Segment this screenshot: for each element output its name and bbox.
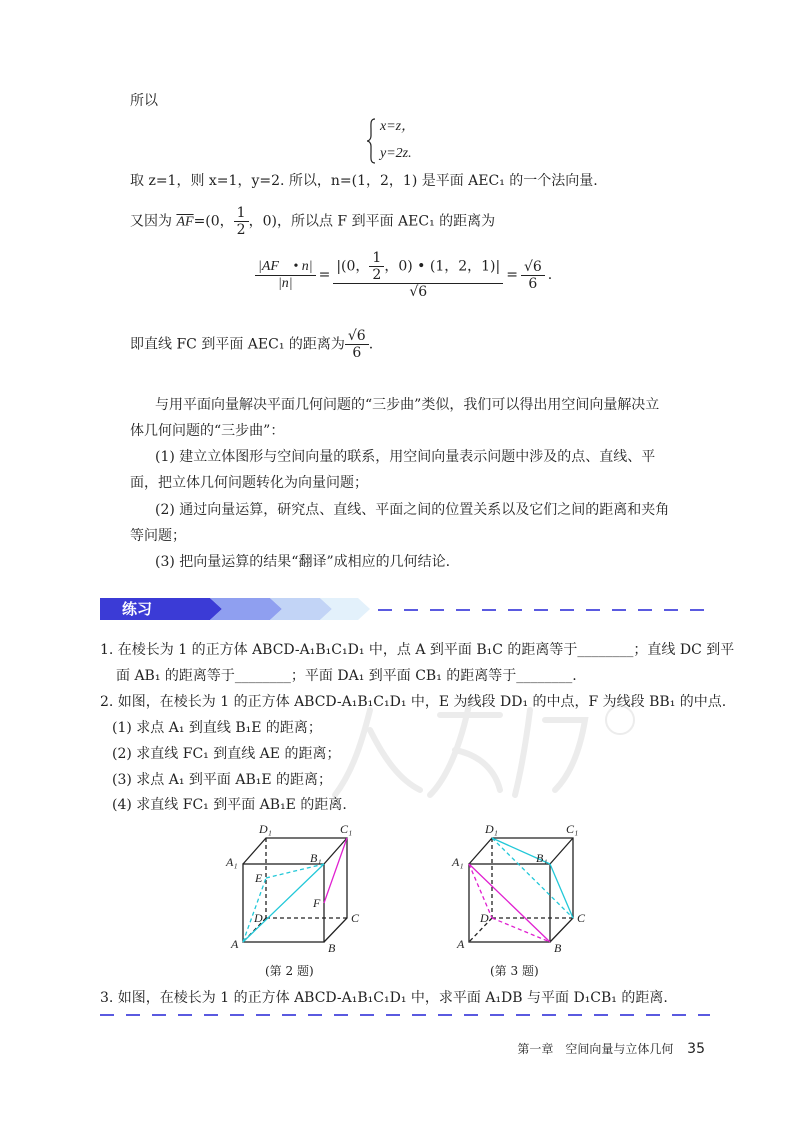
equals: = <box>506 267 518 283</box>
numerator: |AF⃗ • n| <box>255 259 316 276</box>
paragraph-line: (1) 建立立体图形与空间向量的联系，用空间向量表示问题中涉及的点、直线、平 <box>155 449 656 465</box>
denominator: 2 <box>372 267 382 283</box>
label-d1: D₁ <box>259 822 272 836</box>
label-a: A <box>457 937 465 951</box>
label-c: C <box>351 911 360 925</box>
equals: = <box>318 267 331 283</box>
text: =(0， <box>193 213 234 230</box>
label-b: B <box>328 941 336 955</box>
question-2-item: (1) 求点 A₁ 到直线 B₁E 的距离； <box>112 720 322 736</box>
denominator: |n| <box>277 275 293 291</box>
paragraph-line: 面，把立体几何问题转化为向量问题； <box>130 475 368 491</box>
vector-af: $\overline{AF}$ <box>176 214 194 230</box>
label-d: D <box>254 911 263 925</box>
label-e: E <box>255 871 263 885</box>
label-d1: D₁ <box>485 822 498 836</box>
text-so: 所以 <box>130 93 158 109</box>
system-eq-2: y=2z. <box>380 146 412 161</box>
system-eq-1: x=z， <box>380 119 416 134</box>
label-c1: C₁ <box>566 822 579 836</box>
question-2-item: (4) 求直线 FC₁ 到平面 AB₁E 的距离. <box>112 797 347 813</box>
paragraph-line: 体几何问题的“三步曲”： <box>130 423 285 439</box>
label-d: D <box>480 911 489 925</box>
figure-3-caption: (第 3 题) <box>490 964 539 978</box>
label-a1: A₁ <box>226 855 238 869</box>
label-b1: B₁ <box>536 851 548 865</box>
question-1-line: 面 AB₁ 的距离等于________；平面 DA₁ 到平面 CB₁ 的距离等于________. <box>116 668 577 684</box>
label-c: C <box>577 911 586 925</box>
text: ，0) • (1，2，1)| <box>384 258 501 275</box>
question-2-item: (2) 求直线 FC₁ 到直线 AE 的距离； <box>112 746 341 762</box>
paragraph-line: 与用平面向量解决平面几何问题的“三步曲”类似，我们可以得出用空间向量解决立 <box>155 397 660 413</box>
numerator: √6 <box>345 328 369 345</box>
text: |(0， <box>336 258 370 275</box>
question-3: 3. 如图，在棱长为 1 的正方体 ABCD-A₁B₁C₁D₁ 中，求平面 A₁DB 与平面 D₁CB₁ 的距离. <box>100 990 668 1006</box>
figure-question-2 <box>243 838 347 942</box>
period: . <box>368 336 374 353</box>
page-footer <box>517 1040 705 1057</box>
label-a1: A₁ <box>452 855 464 869</box>
denominator: √6 <box>409 284 428 300</box>
label-c1: C₁ <box>340 822 353 836</box>
denominator: 2 <box>236 222 246 238</box>
text: 又因为 <box>130 213 177 230</box>
numerator: 1 <box>369 250 384 267</box>
chapter-title: 第一章 空间向量与立体几何 <box>517 1042 674 1056</box>
paragraph-line: (3) 把向量运算的结果“翻译”成相应的几何结论. <box>155 554 451 570</box>
label-f: F <box>313 896 321 910</box>
practice-title: 练习 <box>122 600 153 618</box>
paragraph-line: (2) 通过向量运算，研究点、直线、平面之间的位置关系以及它们之间的距离和夹角 <box>155 502 670 518</box>
question-2-item: (3) 求点 A₁ 到平面 AB₁E 的距离； <box>112 772 333 788</box>
numerator: 1 <box>234 205 249 222</box>
numerator: √6 <box>521 259 545 276</box>
text-take-z: 取 z=1，则 x=1，y=2. 所以，n=(1，2，1) 是平面 AEC₁ 的一个法向量. <box>130 173 598 189</box>
label-a: A <box>231 937 239 951</box>
paragraph-line: 等问题； <box>130 528 186 544</box>
figure-question-3 <box>469 838 573 942</box>
figure-3-labels <box>451 822 586 955</box>
text: ，0)，所以点 F 到平面 AEC₁ 的距离为 <box>248 213 496 230</box>
dashed-divider-bottom <box>100 1014 710 1016</box>
page-number: 35 <box>687 1041 705 1057</box>
text: 即直线 FC 到平面 AEC₁ 的距离为 <box>130 336 345 353</box>
period: . <box>547 267 553 283</box>
question-2: 2. 如图，在棱长为 1 的正方体 ABCD-A₁B₁C₁D₁ 中，E 为线段 DD₁ 的中点，F 为线段 BB₁ 的中点. <box>100 694 727 710</box>
question-1-line: 1. 在棱长为 1 的正方体 ABCD-A₁B₁C₁D₁ 中，点 A 到平面 B₁C 的距离等于________；直线 DC 到平 <box>100 642 735 658</box>
denominator: 6 <box>352 345 362 361</box>
denominator: 6 <box>528 275 538 292</box>
label-b: B <box>554 941 562 955</box>
label-b1: B₁ <box>310 851 322 865</box>
figure-2-caption: (第 2 题) <box>265 964 314 978</box>
